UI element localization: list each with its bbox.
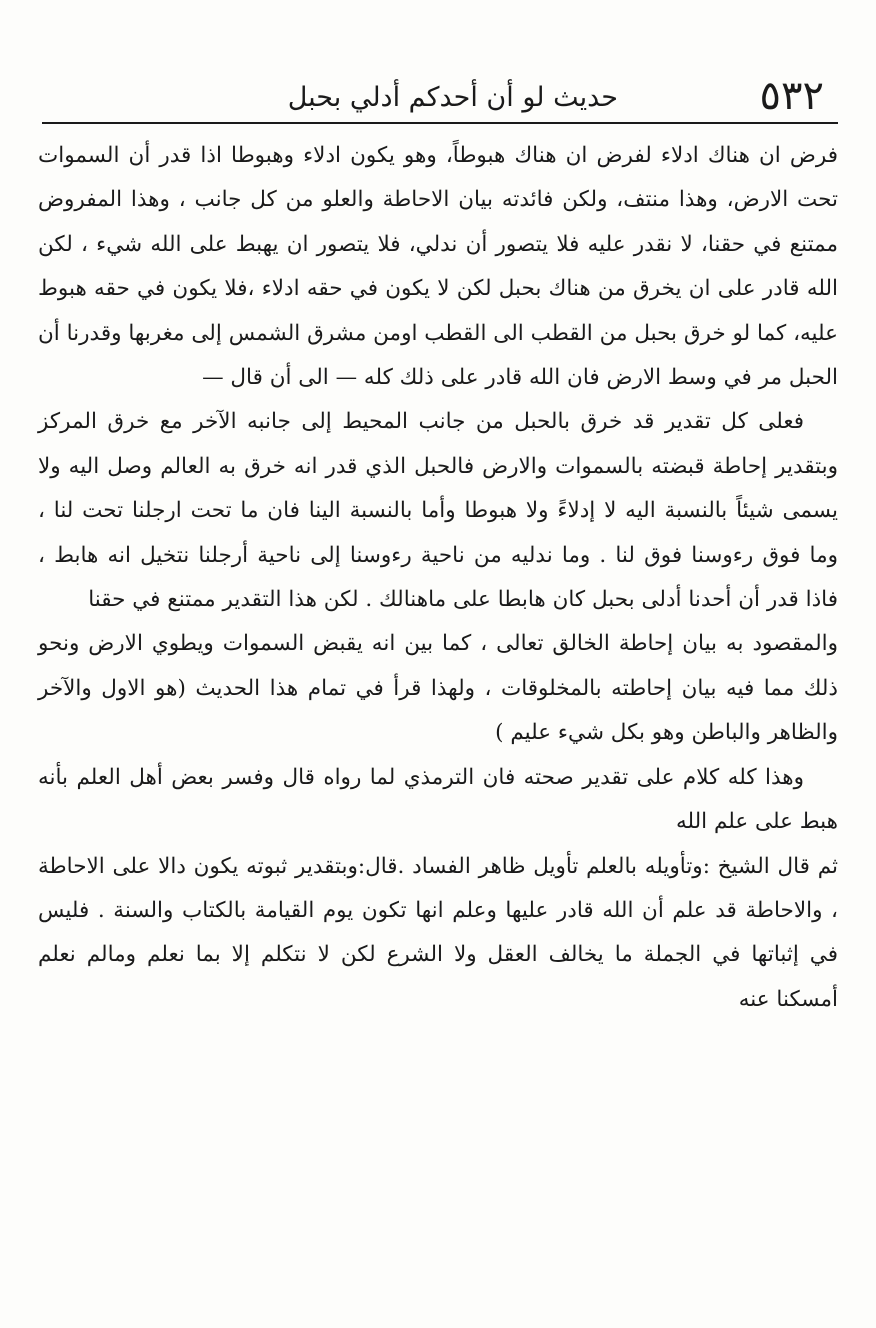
paragraph: ثم قال الشيخ :وتأويله بالعلم تأويل ظاهر الفساد .قال:وبتقدير ثبوته يكون دالا على الاحاطة ، والاحاطة قد علم أن الله قادر عليها وعلم انها تكون يوم القيامة بالكتاب والسنة . فليس في إثباتها في الجملة ما يخالف العقل ولا الشرع لكن لا نتكلم إلا بما نعلم ومالم نعلم أمسكنا عنه	[38, 853, 838, 1012]
body-text	[38, 134, 838, 1022]
page-number: ٥٣٢	[759, 73, 824, 119]
running-title: حديث لو أن أحدكم أدلي بحبل	[287, 82, 618, 113]
paragraph: فعلى كل تقدير قد خرق بالحبل من جانب المحيط إلى جانبه الآخر مع خرق المركز وبتقدير إحاطة قبضته بالسموات والارض فالحبل الذي قدر انه خرق به العالم وصل اليه ولا يسمى شيئاً بالنسبة اليه لا إدلاءً ولا هبوطا وأما بالنسبة الينا فان ما تحت ارجلنا تحت لنا ، وما فوق رءوسنا فوق لنا . وما ندليه من ناحية رءوسنا إلى ناحية أرجلنا نتخيل انه هابط ، فاذا قدر أن أحدنا أدلى بحبل كان هابطا على ماهنالك . لكن هذا التقدير ممتنع في حقنا	[38, 409, 838, 613]
header-rule	[42, 122, 838, 124]
paragraph: فرض ان هناك ادلاء لفرض ان هناك هبوطاً، وهو يكون ادلاء وهبوطا اذا قدر أن السموات تحت الارض، وهذا منتف، ولكن فائدته بيان الاحاطة والعلو من كل جانب ، وهذا المفروض ممتنع في حقنا، لا نقدر عليه فلا يتصور أن ندلي، فلا يتصور ان يهبط على الله شيء ، لكن الله قادر على ان يخرق من هناك بحبل لكن لا يكون في حقه ادلاء ،فلا يكون في حقه هبوط عليه، كما لو خرق بحبل من القطب الى القطب اومن مشرق الشمس إلى مغربها وقدرنا أن الحبل مر في وسط الارض فان الله قادر على ذلك كله — الى أن قال —	[38, 143, 838, 391]
page-header	[38, 72, 838, 124]
paragraph: والمقصود به بيان إحاطة الخالق تعالى ، كما بين انه يقبض السموات ويطوي الارض ونحو ذلك مما فيه بيان إحاطته بالمخلوقات ، ولهذا قرأ في تمام هذا الحديث (هو الاول والآخر والظاهر والباطن وهو بكل شيء عليم )	[38, 631, 838, 746]
paragraph: وهذا كله كلام على تقدير صحته فان الترمذي لما رواه قال وفسر بعض أهل العلم بأنه هبط على علم الله	[38, 764, 838, 835]
